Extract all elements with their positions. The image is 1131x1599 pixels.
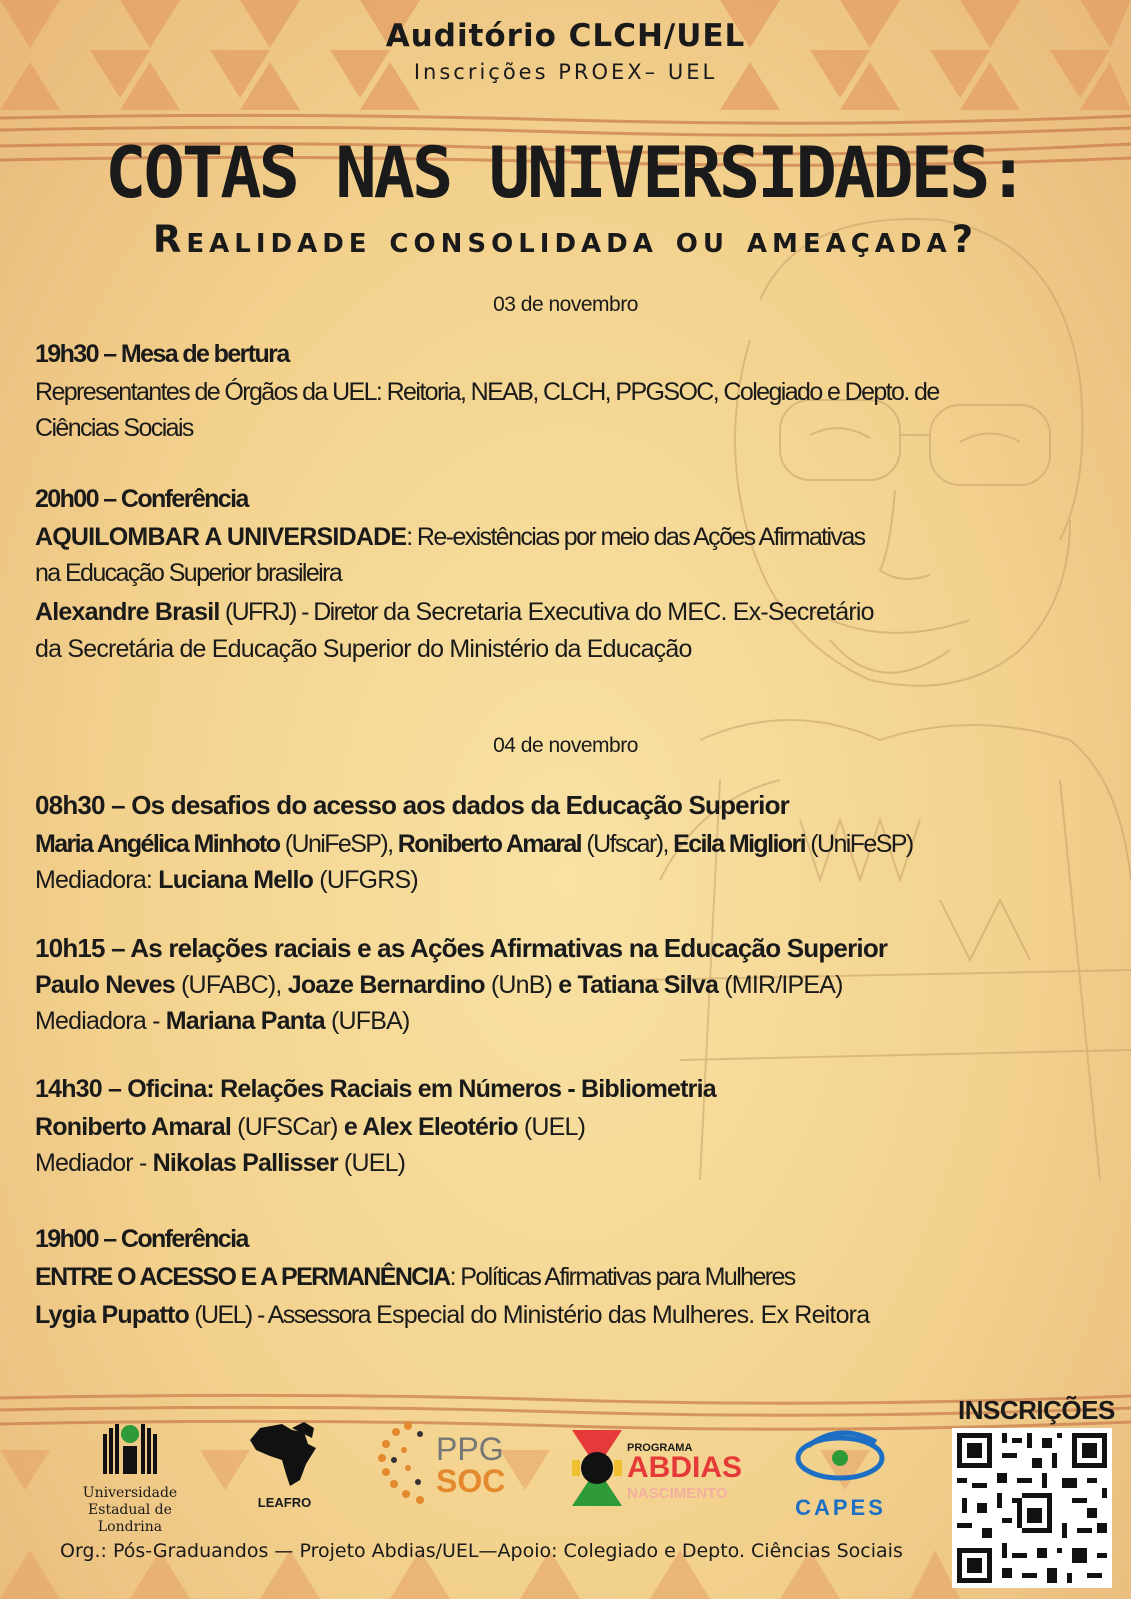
speaker-line [35, 1301, 869, 1330]
abdias-surname: NASCIMENTO [627, 1485, 728, 1502]
speaker-name: Alexandre Brasil [35, 598, 220, 626]
inscricoes-label: INSCRIÇÕES [958, 1395, 1115, 1425]
session-heading: 19h30 – Mesa de bertura [35, 340, 289, 368]
panelists-line [35, 971, 843, 1000]
session-description: Representantes de Órgãos da UEL: Reitoria, NEAB, CLCH, PPGSOC, Colegiado e Depto. de [35, 378, 939, 406]
theme-title: ENTRE O ACESSO E A PERMANÊNCIA [35, 1263, 450, 1291]
venue-title: Auditório CLCH/UEL [385, 18, 746, 54]
speaker-role: Especial do Ministério das Mulheres. Ex Reitora [369, 1301, 870, 1329]
panelist-name: Paulo Neves [35, 971, 175, 999]
mediator-name: Luciana Mello [158, 866, 314, 894]
panelist-name: Ecila Migliori [673, 830, 805, 858]
panelist-name: Roniberto Amaral [397, 830, 582, 858]
mediator-institution: (UFBA) [324, 1007, 410, 1035]
qr-code-icon [952, 1428, 1112, 1588]
theme-description: : Re-existências por meio das Ações Afirmativas [406, 523, 865, 551]
day2-date: 04 de novembro [493, 734, 638, 757]
panelist-institution: (UniFeSP) [804, 830, 913, 858]
panelist-institution: (UFSCar) [231, 1113, 344, 1141]
subtitle: Realidade consolidada ou ameaçada? [152, 218, 979, 261]
conjunction: e [343, 1113, 363, 1141]
mediator-institution: (UFGRS) [313, 866, 418, 894]
session-heading: 20h00 – Conferência [35, 485, 248, 513]
organizers-credit: Org.: Pós-Graduandos — Projeto Abdias/UEL—Apoio: Colegiado e Depto. Ciências Sociais [60, 1540, 903, 1562]
uel-emblem-icon [55, 1420, 205, 1480]
session-heading: 14h30 – Oficina: Relações Raciais em Números - Bibliometria [35, 1075, 716, 1103]
leafro-name: LEAFRO [257, 1495, 312, 1510]
panelist-institution: (Ufscar), [581, 830, 674, 858]
capes-emblem-icon [788, 1420, 893, 1490]
abdias-emblem-icon [572, 1430, 622, 1506]
mediator-line [35, 866, 418, 895]
panelist-name: Roniberto Amaral [35, 1113, 232, 1141]
panelist-institution: (MIR/IPEA) [718, 971, 843, 999]
conference-theme [35, 523, 865, 552]
theme-description: : Políticas Afirmativas para Mulheres [449, 1263, 795, 1291]
mediator-line [35, 1149, 405, 1178]
panelist-name: Alex Eleotério [362, 1113, 518, 1141]
panelists-line [35, 830, 913, 859]
theme-description: na Educação Superior brasileira [35, 559, 342, 587]
panelist-institution: (UnB) [484, 971, 559, 999]
uel-name: Universidade Estadual de Londrina [82, 1485, 178, 1535]
panelist-institution: (UEL) [517, 1113, 586, 1141]
speaker-role: - Diretor [295, 598, 378, 626]
speaker-role: da Secretária de Educação Superior do Ministério da Educação [35, 635, 692, 663]
registration-subtitle: Inscrições PROEX– UEL [413, 60, 718, 84]
panelist-name: Tatiana Silva [577, 971, 719, 999]
africa-map-icon [242, 1420, 327, 1490]
ppgsoc-logo [378, 1420, 508, 1530]
abdias-program-label: PROGRAMA [627, 1442, 693, 1454]
portrait-sketch-illustration [640, 180, 1131, 1210]
abdias-name: ABDIAS [627, 1451, 743, 1484]
day1-date: 03 de novembro [493, 293, 638, 316]
speaker-name: Lygia Pupatto [35, 1301, 189, 1329]
registration-qr-code[interactable] [952, 1428, 1112, 1588]
panelist-institution: (UniFeSP), [279, 830, 398, 858]
speaker-institution: (UFRJ) [219, 598, 296, 626]
leafro-logo [242, 1420, 327, 1530]
abdias-logo [572, 1420, 752, 1530]
panelists-line [35, 1113, 585, 1142]
capes-logo [788, 1420, 893, 1530]
session-heading: 08h30 – Os desafios do acesso aos dados da Educação Superior [35, 790, 789, 820]
soc-text: SOC [436, 1463, 506, 1499]
mediator-institution: (UEL) [337, 1149, 406, 1177]
conference-theme [35, 1263, 795, 1292]
capes-name: CAPES [795, 1495, 886, 1520]
session-description: Ciências Sociais [35, 414, 193, 442]
session-heading: 10h15 – As relações raciais e as Ações Afirmativas na Educação Superior [35, 933, 888, 963]
conjunction: e [558, 971, 578, 999]
main-title: COTAS NAS UNIVERSIDADES: [105, 132, 1026, 214]
mediator-name: Mariana Panta [165, 1007, 325, 1035]
mediator-label: Mediador - [35, 1149, 153, 1177]
speaker-institution: (UEL) [188, 1301, 252, 1329]
mediator-name: Nikolas Pallisser [152, 1149, 338, 1177]
panelist-name: Joaze Bernardino [287, 971, 485, 999]
speaker-role: da Secretaria Executiva do MEC. Ex-Secretário [377, 598, 874, 626]
uel-logo [55, 1420, 205, 1535]
mediator-line [35, 1007, 410, 1036]
speaker-line [35, 598, 874, 627]
session-heading: 19h00 – Conferência [35, 1225, 248, 1253]
mediator-label: Mediadora: [35, 866, 159, 894]
mediator-label: Mediadora - [35, 1007, 166, 1035]
theme-title: AQUILOMBAR A UNIVERSIDADE [35, 523, 407, 551]
ppgsoc-dots-icon [378, 1420, 433, 1510]
panelist-institution: (UFABC), [174, 971, 288, 999]
ppg-text: PPG [436, 1431, 504, 1467]
panelist-name: Maria Angélica Minhoto [35, 830, 280, 858]
speaker-role: - Assessora [251, 1301, 370, 1329]
